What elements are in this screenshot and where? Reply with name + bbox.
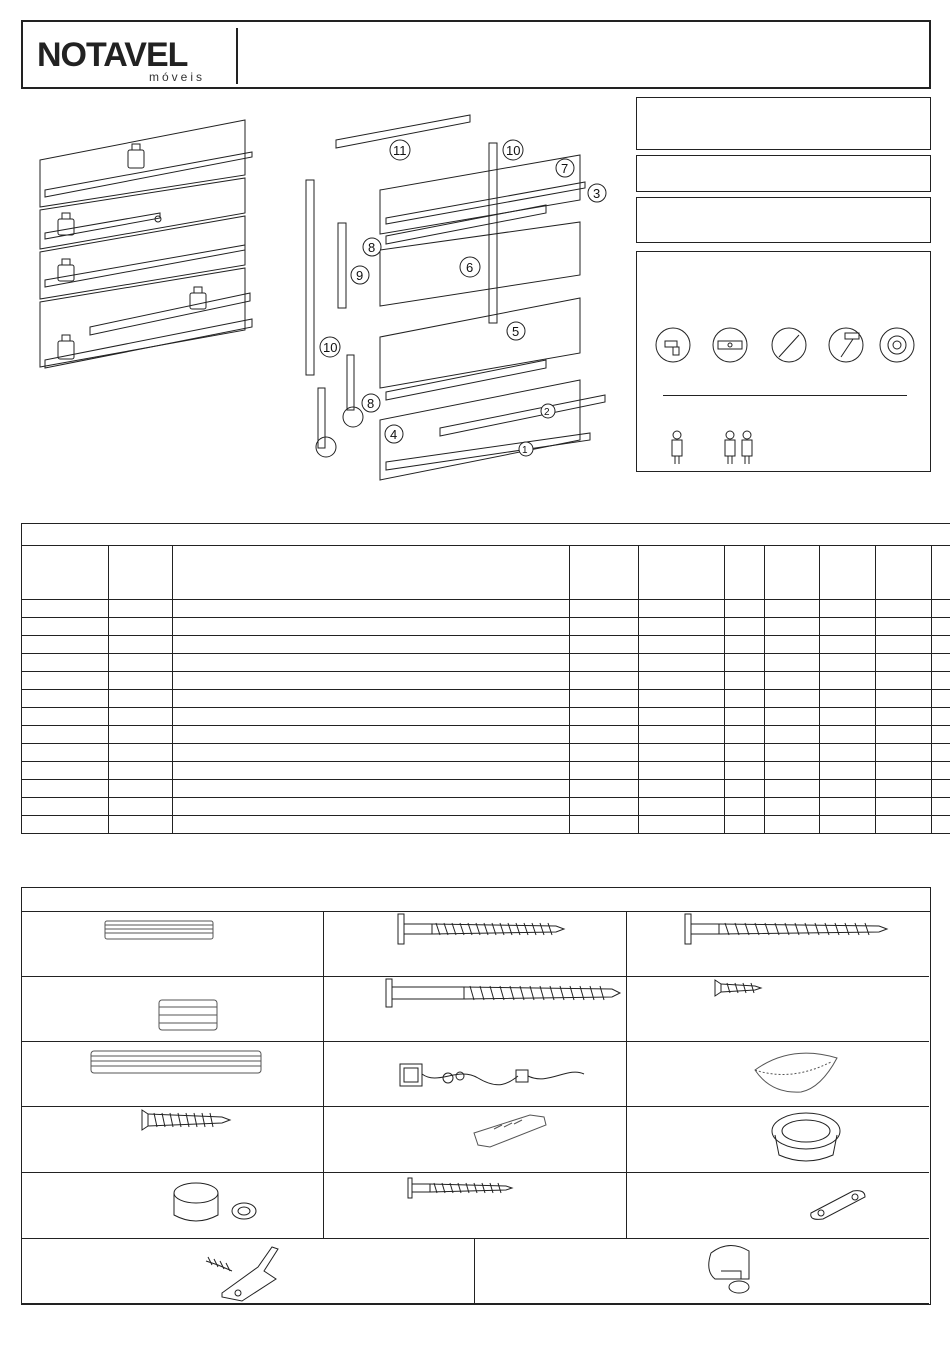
svg-text:9: 9: [356, 268, 364, 283]
table-row: [22, 762, 950, 780]
info-box-3: [636, 197, 931, 243]
info-box-1: [636, 97, 931, 150]
table-row: [22, 654, 950, 672]
hardware-title-row: [22, 888, 930, 912]
hardware-wall-anchor: [324, 1107, 627, 1173]
svg-text:11: 11: [393, 143, 407, 158]
tools-box: [636, 251, 931, 472]
table-row: [22, 618, 950, 636]
header-divider: [236, 28, 238, 84]
assembled-view-drawing: [30, 115, 260, 380]
table-row: [22, 636, 950, 654]
hardware-cable-grommet: [627, 1107, 929, 1173]
exploded-view-drawing: [300, 110, 620, 490]
table-row: [22, 600, 950, 618]
svg-text:10: 10: [323, 340, 338, 355]
table-row: [22, 690, 950, 708]
two-people-icon: [725, 431, 752, 464]
hardware-long-screw: [324, 912, 627, 977]
table-row: [22, 744, 950, 762]
table-row: [22, 798, 950, 816]
hardware-bag: [627, 1042, 929, 1107]
hardware-wall-bracket: [22, 1239, 475, 1304]
table-row: [22, 780, 950, 798]
svg-text:4: 4: [390, 427, 398, 442]
hardware-extra-long-screw: [324, 977, 627, 1042]
tape-measure-icon: [880, 328, 914, 362]
table-row: [22, 672, 950, 690]
hardware-long-dowel: [22, 1042, 324, 1107]
hardware-short-screw: [627, 977, 929, 1042]
svg-text:7: 7: [561, 161, 569, 176]
table-row: [22, 708, 950, 726]
svg-text:3: 3: [593, 186, 601, 201]
hardware-shelf-support: [475, 1239, 929, 1304]
drill-icon: [656, 328, 690, 362]
table-row: [22, 726, 950, 744]
tools-divider: [663, 395, 907, 396]
info-box-2: [636, 155, 931, 192]
svg-text:8: 8: [367, 396, 375, 411]
brand-logo: [37, 36, 237, 84]
hardware-light-kit: [324, 1042, 627, 1107]
svg-text:5: 5: [512, 324, 520, 339]
hardware-long-screw-2: [627, 912, 929, 977]
hardware-bumper-cap: [22, 1173, 324, 1239]
one-person-icon: [672, 431, 682, 464]
hardware-dowel-pin: [22, 912, 324, 977]
svg-text:2: 2: [544, 407, 550, 418]
parts-table: [21, 523, 950, 834]
screwdriver-icon: [772, 328, 806, 362]
header-box: [21, 20, 931, 89]
svg-text:6: 6: [466, 260, 474, 275]
table-row: [22, 816, 950, 834]
svg-text:10: 10: [506, 143, 521, 158]
hardware-flat-screw: [324, 1173, 627, 1239]
brand-name: NOTAVEL: [37, 36, 188, 74]
svg-text:1: 1: [522, 445, 528, 456]
hardware-grid: [21, 887, 931, 1305]
brand-tagline: móveis: [149, 70, 206, 84]
parts-table-title: [22, 524, 950, 546]
svg-text:8: 8: [368, 240, 376, 255]
hardware-connector-plate: [627, 1173, 929, 1239]
hardware-medium-screw: [22, 1107, 324, 1173]
hardware-small-dowel: [22, 977, 324, 1042]
part-callouts: [320, 140, 606, 456]
